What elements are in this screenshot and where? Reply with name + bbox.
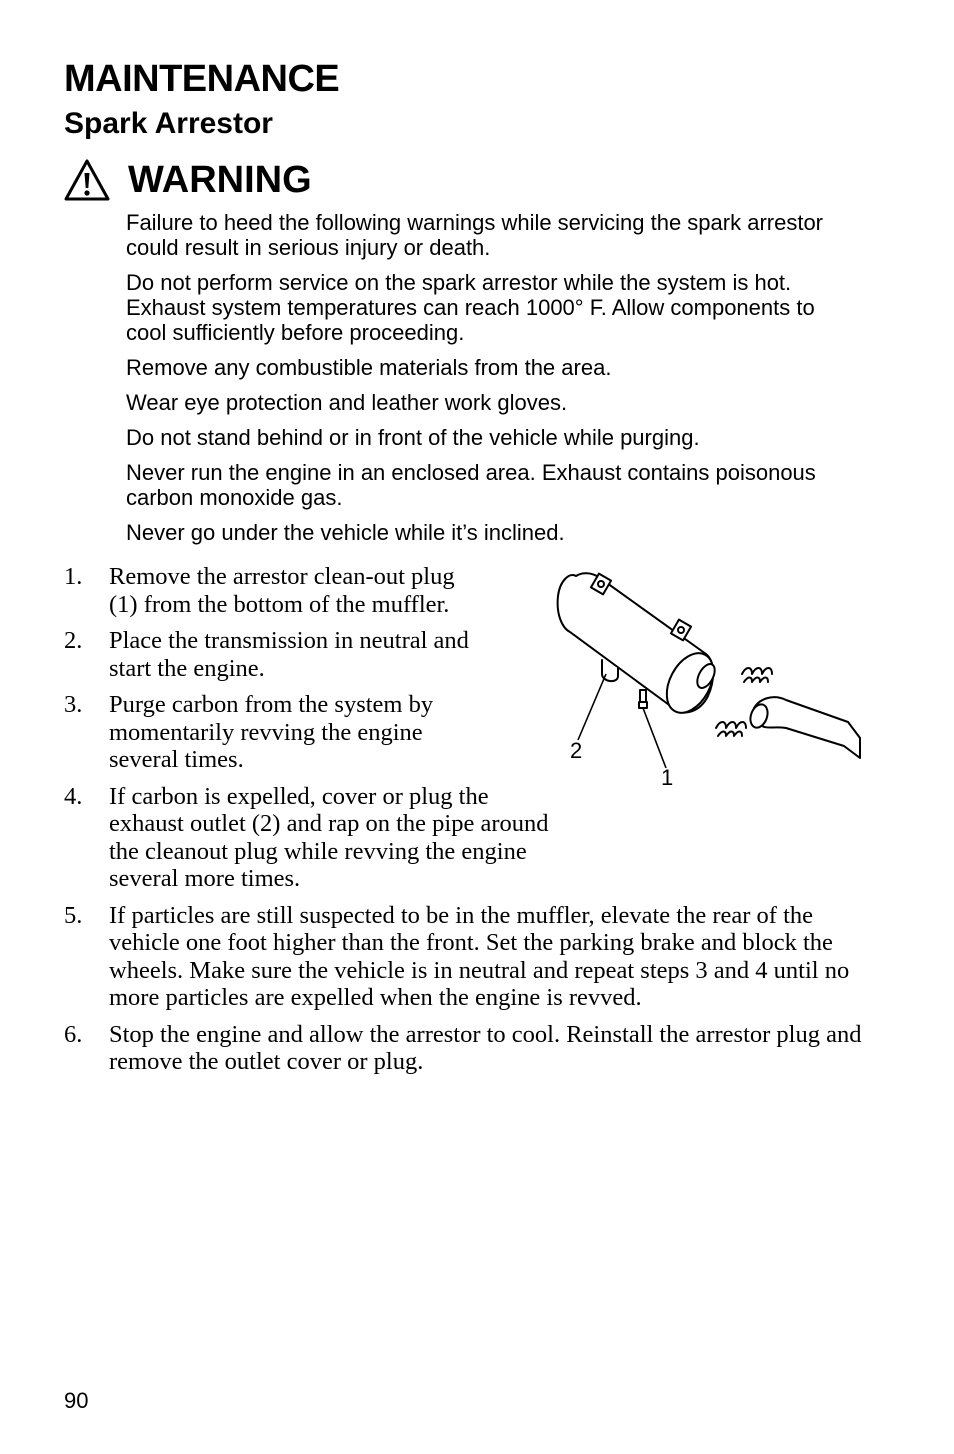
step-number: 1. (64, 563, 83, 590)
step-text: Place the transmission in neutral and start the engine. (109, 627, 469, 682)
warning-paragraph: Do not perform service on the spark arrestor while the system is hot. Exhaust system temperatures can reach 1000° F. Allow components to cool sufficiently before proceeding. (126, 270, 815, 345)
page-number: 90 (64, 1388, 89, 1413)
step-item (64, 902, 864, 1012)
warning-body (126, 210, 856, 555)
step-text: If particles are still suspected to be in the muffler, elevate the rear of the vehicle one foot higher than the front. Set the parking brake and block the wheels. Make sure the vehicle is in neutral and repeat steps 3 and 4 until no more particles are expelled when the engine is revved. (109, 901, 850, 1011)
warning-paragraph: Never go under the vehicle while it’s inclined. (126, 520, 565, 545)
warning-triangle-icon (64, 159, 110, 201)
section-title: MAINTENANCE (64, 58, 340, 100)
warning-paragraph: Failure to heed the following warnings while servicing the spark arrestor could result in serious injury or death. (126, 210, 824, 260)
step-number: 4. (64, 782, 83, 810)
warning-paragraph: Never run the engine in an enclosed area. Exhaust contains poisonous carbon monoxide gas. (126, 460, 816, 510)
step-text: Stop the engine and allow the arrestor to cool. Reinstall the arrestor plug and remove the outlet cover or plug. (109, 1020, 862, 1075)
step-text: Purge carbon from the system by momentarily revving the engine several times. (109, 691, 434, 773)
warning-title: WARNING (128, 159, 312, 201)
step-number: 2. (64, 627, 83, 654)
step-number: 6. (64, 1020, 83, 1048)
warning-paragraph: Do not stand behind or in front of the vehicle while purging. (126, 425, 700, 450)
step-number: 3. (64, 691, 83, 718)
callout-label-2: 2 (570, 738, 583, 763)
warning-paragraph: Wear eye protection and leather work gloves. (126, 390, 568, 415)
subsection-title: Spark Arrestor (64, 107, 273, 140)
step-item (64, 1021, 864, 1076)
callout-label-1: 1 (661, 765, 674, 790)
step-text: Remove the arrestor clean-out plug (1) from the bottom of the muffler. (109, 563, 455, 618)
warning-paragraph: Remove any combustible materials from the area. (126, 355, 612, 380)
step-number: 5. (64, 901, 83, 929)
muffler-illustration (548, 562, 864, 800)
step-text: If carbon is expelled, cover or plug the exhaust outlet (2) and rap on the pipe around the cleanout plug while revving the engine several more times. (109, 782, 549, 892)
warning-header (64, 156, 312, 204)
